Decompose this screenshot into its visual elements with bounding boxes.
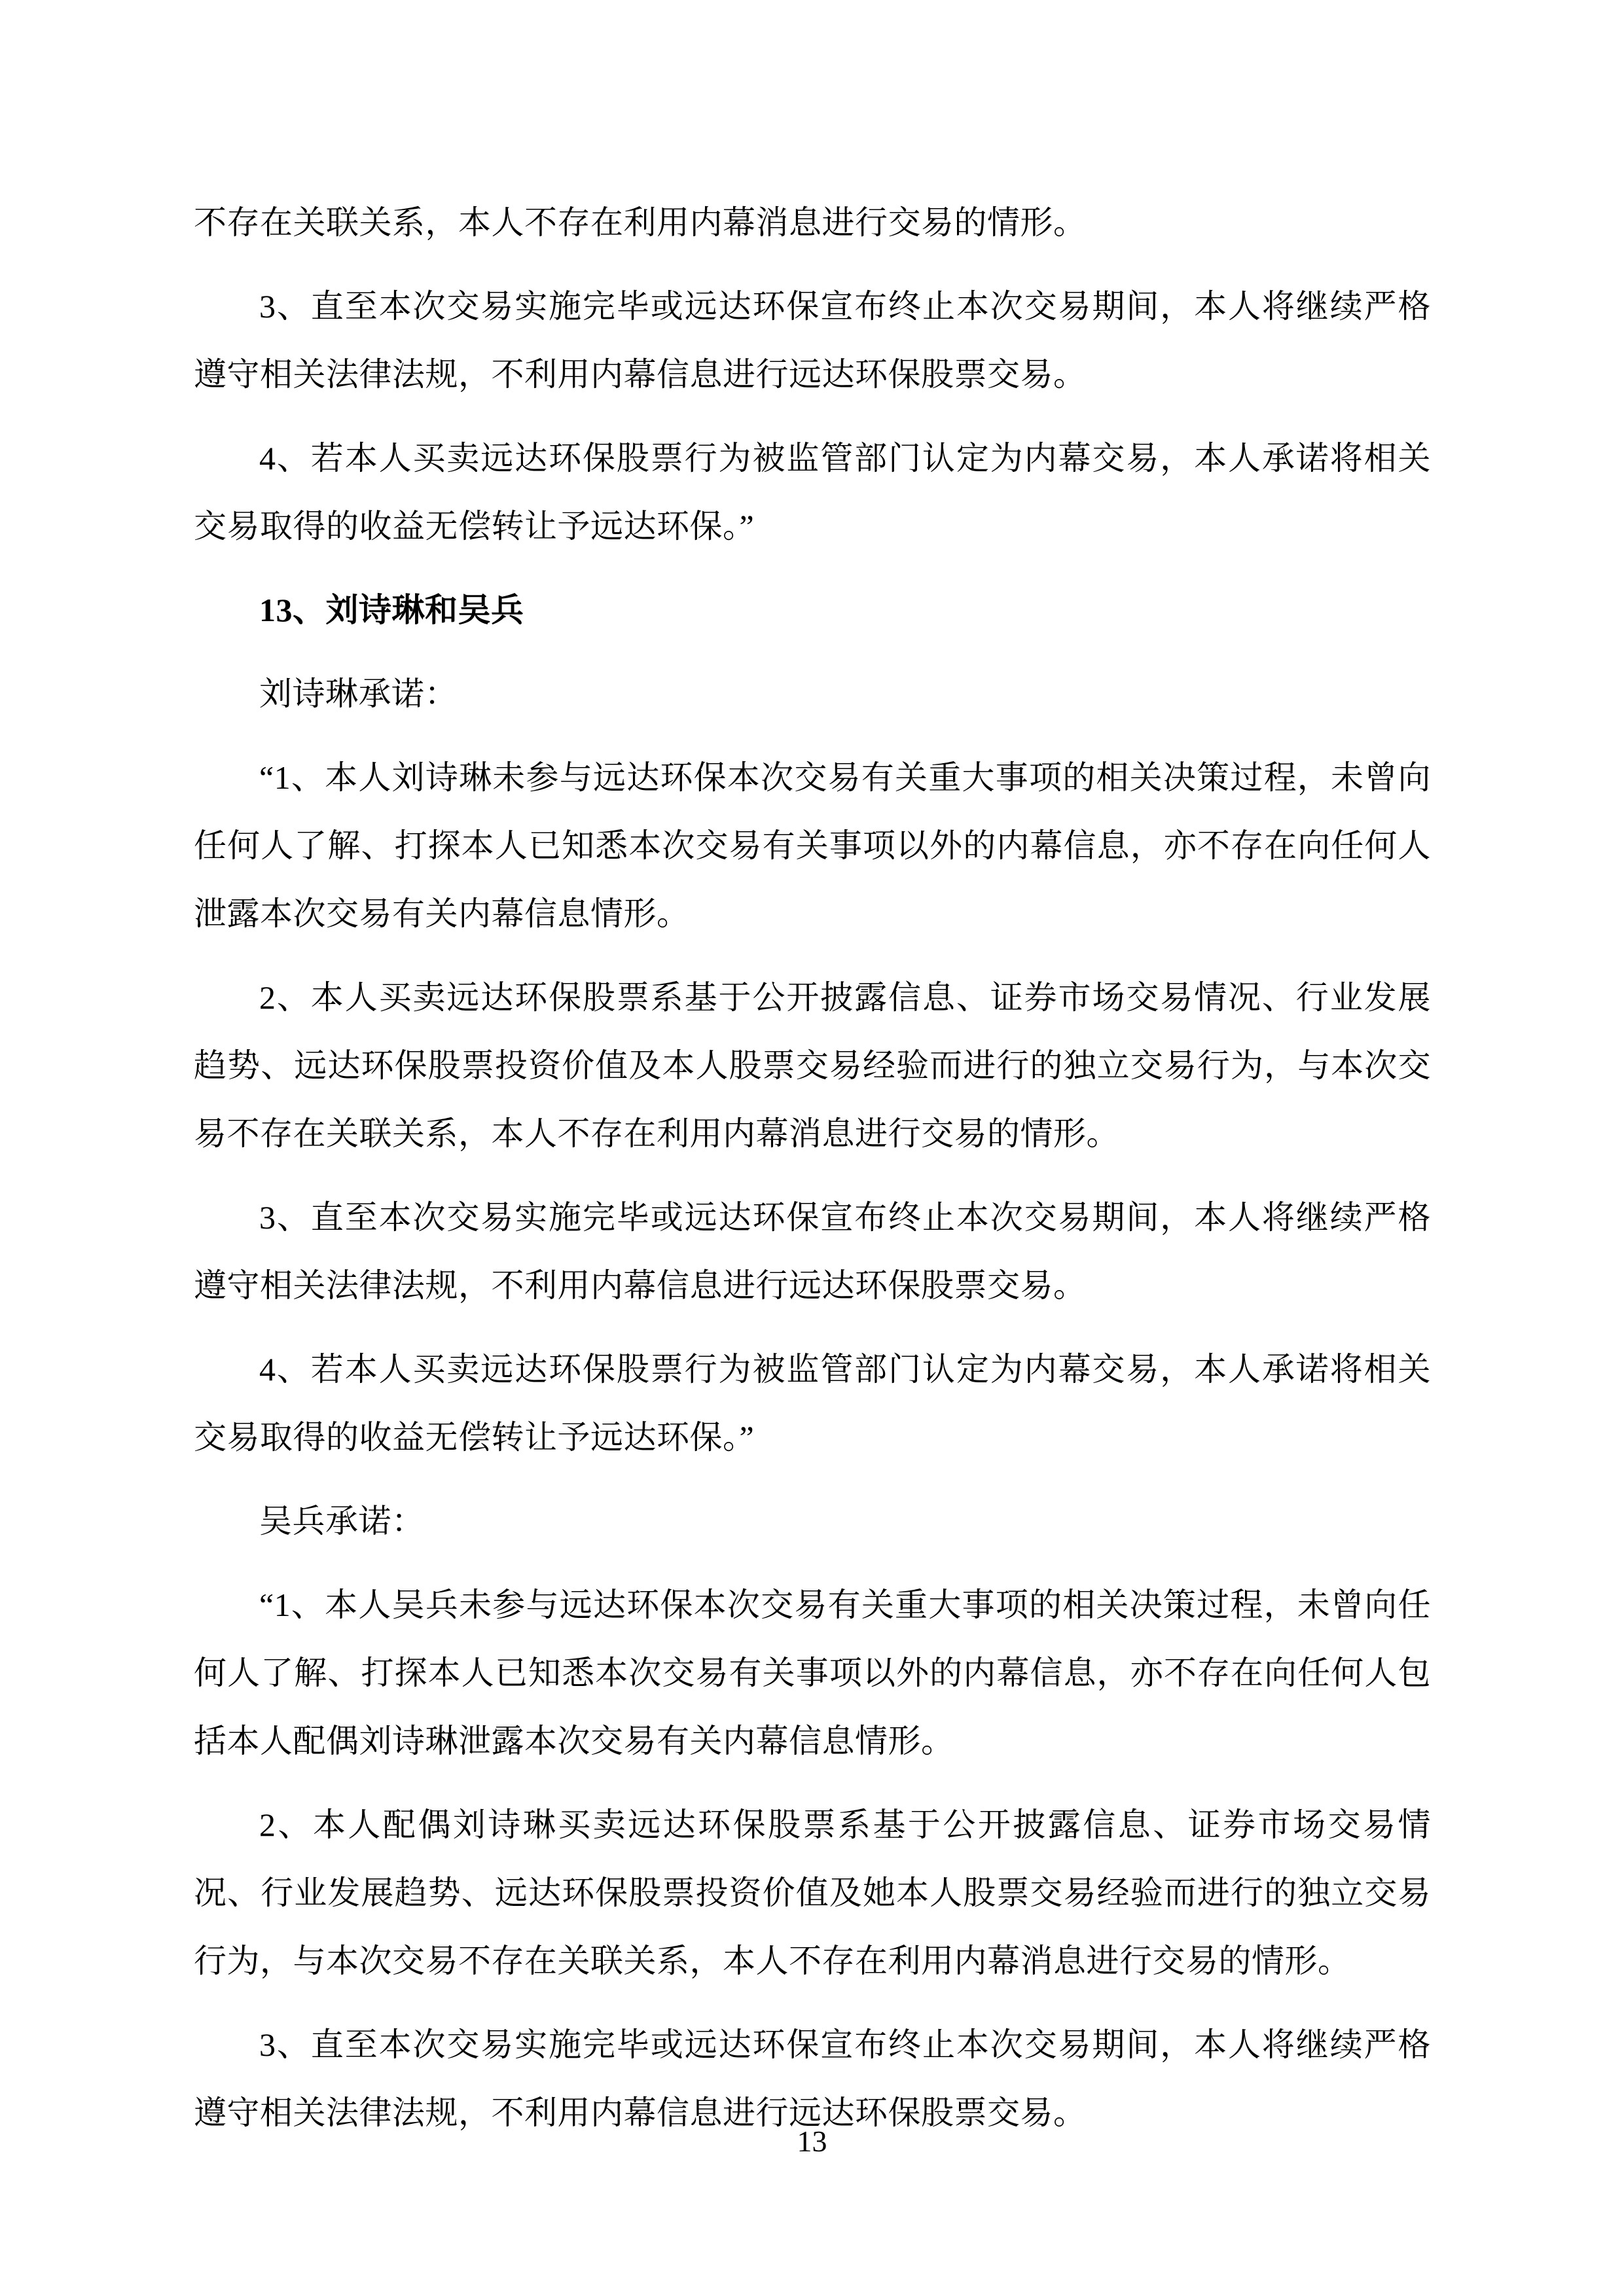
paragraph-liushilin-clause-1: “1、本人刘诗琳未参与远达环保本次交易有关重大事项的相关决策过程，未曾向任何人了解、打探本人已知悉本次交易有关事项以外的内幕信息，亦不存在向任何人泄露本次交易有关内幕信息情形。 [194,759,1431,932]
paragraph-clause-3: 3、直至本次交易实施完毕或远达环保宣布终止本次交易期间，本人将继续严格遵守相关法律法规，不利用内幕信息进行远达环保股票交易。 [194,288,1431,393]
section-heading-13: 13、刘诗琳和吴兵 [259,592,524,628]
paragraph-liushilin-clause-4: 4、若本人买卖远达环保股票行为被监管部门认定为内幕交易，本人承诺将相关交易取得的收益无偿转让予远达环保。” [194,1351,1431,1456]
document-body [194,188,1431,2162]
paragraph-wubing-clause-1: “1、本人吴兵未参与远达环保本次交易有关重大事项的相关决策过程，未曾向任何人了解、打探本人已知悉本次交易有关事项以外的内幕信息，亦不存在向任何人包括本人配偶刘诗琳泄露本次交易有关内幕信息情形。 [194,1587,1431,1759]
paragraph-liushilin-clause-3: 3、直至本次交易实施完毕或远达环保宣布终止本次交易期间，本人将继续严格遵守相关法律法规，不利用内幕信息进行远达环保股票交易。 [194,1199,1431,1304]
paragraph-clause-4: 4、若本人买卖远达环保股票行为被监管部门认定为内幕交易，本人承诺将相关交易取得的收益无偿转让予远达环保。” [194,440,1431,545]
paragraph-clause-2-continuation: 不存在关联关系，本人不存在利用内幕消息进行交易的情形。 [194,204,1087,241]
paragraph-wubing-promise-label: 吴兵承诺： [259,1503,425,1539]
page-number: 13 [797,2125,827,2158]
paragraph-liushilin-clause-2: 2、本人买卖远达环保股票系基于公开披露信息、证券市场交易情况、行业发展趋势、远达环保股票投资价值及本人股票交易经验而进行的独立交易行为，与本次交易不存在关联关系，本人不存在利用内幕消息进行交易的情形。 [194,979,1431,1152]
paragraph-liushilin-promise-label: 刘诗琳承诺： [259,675,458,712]
paragraph-wubing-clause-2: 2、本人配偶刘诗琳买卖远达环保股票系基于公开披露信息、证券市场交易情况、行业发展趋势、远达环保股票投资价值及她本人股票交易经验而进行的独立交易行为，与本次交易不存在关联关系，本人不存在利用内幕消息进行交易的情形。 [194,1806,1431,1979]
paragraph-wubing-clause-3: 3、直至本次交易实施完毕或远达环保宣布终止本次交易期间，本人将继续严格遵守相关法律法规，不利用内幕信息进行远达环保股票交易。 [194,2026,1431,2131]
